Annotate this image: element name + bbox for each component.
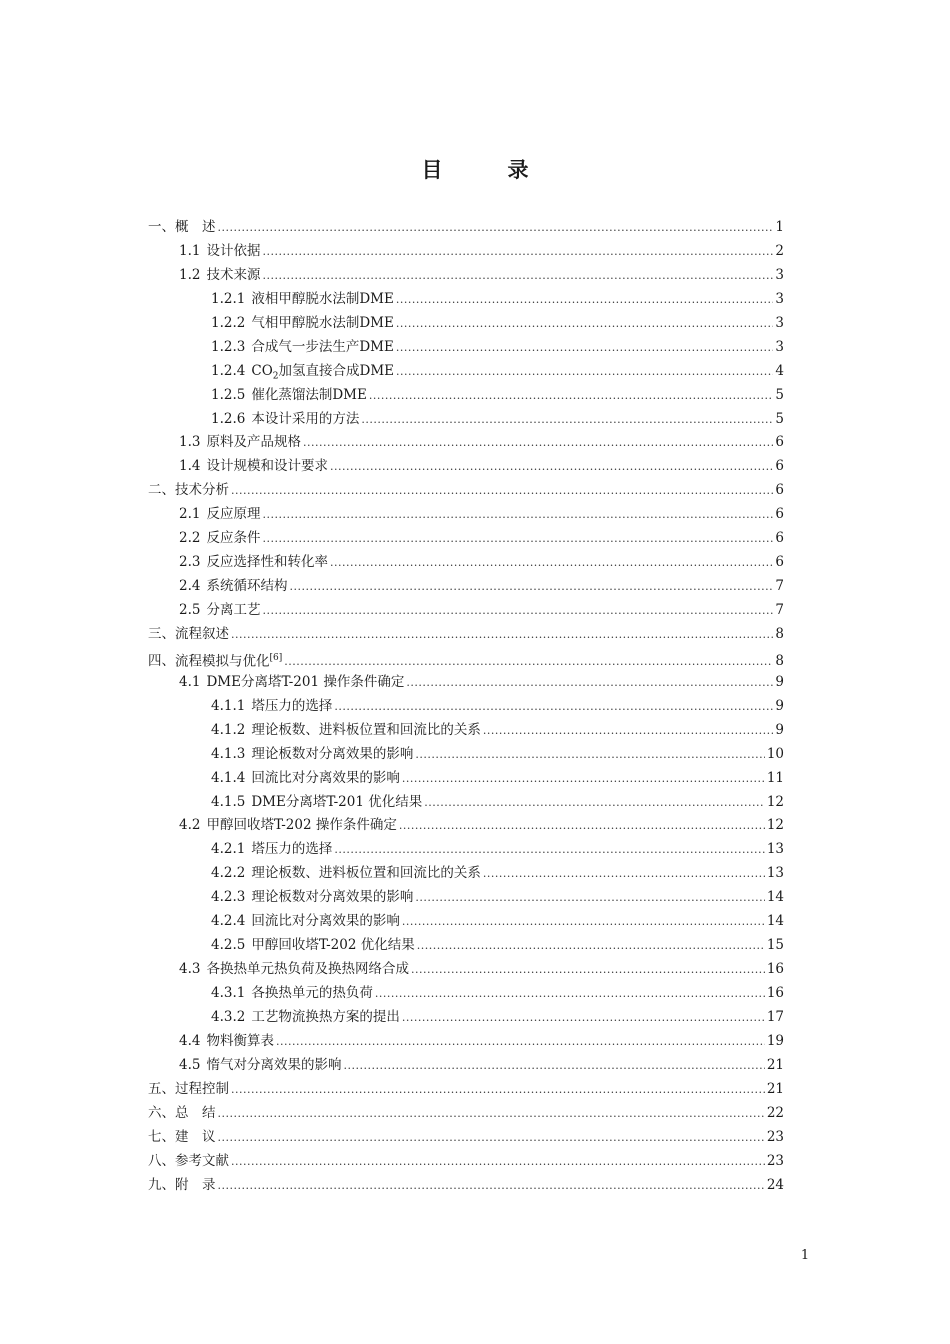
toc-entry-title: 惰气对分离效果的影响: [206, 1056, 342, 1073]
toc-leader-dots: [262, 527, 773, 551]
toc-leader-dots: [483, 719, 774, 743]
toc-entry-page: 8: [775, 625, 784, 642]
toc-entry-page: 6: [775, 458, 784, 475]
toc-entry[interactable]: [148, 1126, 784, 1150]
toc-entry-number: 九、: [148, 1176, 175, 1193]
toc-entry-page: 9: [775, 721, 784, 738]
toc-entry[interactable]: [148, 862, 784, 886]
toc-entry-number: 1.2.3: [211, 338, 246, 355]
page-title: 目 录: [421, 158, 551, 182]
toc-entry-number: 4.5: [179, 1056, 201, 1073]
toc-leader-dots: [262, 240, 773, 264]
toc-entry-title-part: CO: [251, 362, 273, 379]
toc-leader-dots: [218, 1174, 765, 1198]
toc-entry-page: 3: [775, 290, 784, 307]
toc-leader-dots: [411, 958, 765, 982]
toc-entry[interactable]: [148, 408, 784, 432]
toc-entry-page: 12: [766, 817, 784, 834]
toc-entry-page: 21: [766, 1080, 784, 1097]
toc-leader-dots: [396, 312, 774, 336]
toc-leader-dots: [406, 671, 773, 695]
toc-entry-title: 回流比对分离效果的影响: [251, 769, 400, 786]
toc-entry-number: 1.2.5: [211, 386, 246, 403]
toc-entry-page: 17: [766, 1008, 784, 1025]
toc-entry-page: 4: [775, 362, 784, 379]
toc-entry-title: 技术分析: [175, 482, 229, 499]
toc-leader-dots: [402, 767, 765, 791]
toc-entry[interactable]: [148, 886, 784, 910]
toc-entry[interactable]: [148, 1054, 784, 1078]
toc-entry-title: 概 述: [175, 219, 216, 235]
toc-entry[interactable]: [148, 767, 784, 791]
toc-entry-page: 3: [775, 314, 784, 331]
toc-entry-number: 4.2.2: [211, 865, 246, 882]
toc-leader-dots: [415, 886, 764, 910]
toc-leader-dots: [262, 264, 773, 288]
toc-entry-title: 液相甲醇脱水法制DME: [251, 290, 394, 307]
toc-entry-number: 4.2.5: [211, 937, 246, 954]
toc-entry-title: 塔压力的选择: [251, 697, 333, 714]
toc-entry-title: 回流比对分离效果的影响: [251, 913, 400, 930]
toc-leader-dots: [303, 431, 773, 455]
toc-entry-title: 总 结: [175, 1104, 216, 1121]
toc-entry-number: 4.3.1: [211, 985, 246, 1001]
toc-entry-page: 2: [775, 242, 784, 259]
toc-entry-subscript: 2: [272, 371, 279, 382]
toc-entry[interactable]: [148, 216, 784, 240]
toc-entry-title: 反应条件: [206, 530, 261, 547]
toc-entry-title: 理论板数对分离效果的影响: [251, 889, 414, 906]
toc-entry-number: 四、: [148, 653, 175, 670]
toc-entry-number: 1.3: [179, 434, 201, 451]
toc-entry-page: 23: [766, 1128, 784, 1145]
toc-entry[interactable]: [148, 719, 784, 743]
toc-entry[interactable]: [148, 360, 784, 384]
toc-entry-page: 5: [775, 386, 784, 403]
toc-entry-number: 4.1.2: [211, 721, 246, 738]
toc-leader-dots: [402, 910, 765, 934]
toc-leader-dots: [218, 1102, 765, 1126]
toc-leader-dots: [399, 814, 765, 838]
toc-entry-page: 14: [766, 889, 784, 906]
toc-entry[interactable]: [148, 527, 784, 551]
toc-entry[interactable]: [148, 791, 784, 815]
toc-entry[interactable]: [148, 982, 784, 1006]
toc-entry-page: 6: [775, 434, 784, 451]
toc-entry[interactable]: [148, 910, 784, 934]
toc-entry-title: 各换热单元的热负荷: [251, 985, 373, 1001]
toc-entry-number: 4.2.1: [211, 841, 246, 858]
toc-leader-dots: [231, 479, 773, 503]
toc-entry[interactable]: [148, 431, 784, 455]
toc-entry-title: 系统循环结构: [206, 578, 288, 595]
toc-entry[interactable]: [148, 1174, 784, 1198]
toc-entry-page: 9: [775, 673, 784, 690]
toc-entry-title: 合成气一步法生产DME: [251, 338, 394, 355]
toc-leader-dots: [231, 1150, 765, 1174]
toc-entry[interactable]: [148, 336, 784, 360]
toc-entry-number: 4.4: [179, 1032, 201, 1049]
toc-leader-dots: [415, 743, 764, 767]
toc-entry-page: 3: [775, 266, 784, 283]
toc-leader-dots: [231, 1078, 765, 1102]
toc-entry-number: 三、: [148, 625, 175, 642]
toc-entry-title-part: 加氢直接合成DME: [278, 362, 395, 379]
toc-leader-dots: [424, 791, 765, 815]
toc-entry[interactable]: [148, 1006, 784, 1030]
toc-entry-number: 1.2.4: [211, 362, 246, 379]
toc-leader-dots: [396, 336, 774, 360]
toc-entry[interactable]: [148, 1030, 784, 1054]
toc-leader-dots: [262, 599, 773, 623]
toc-leader-dots: [218, 216, 774, 240]
toc-entry-number: 二、: [148, 482, 175, 499]
toc-entry-page: 6: [775, 554, 784, 571]
toc-leader-dots: [375, 982, 765, 1006]
toc-entry-number: 4.3: [179, 961, 201, 978]
toc-entry-number: 七、: [148, 1128, 175, 1145]
toc-entry-title: 各换热单元热负荷及换热网络合成: [206, 961, 409, 978]
toc-entry-number: 1.1: [179, 242, 201, 259]
toc-entry[interactable]: [148, 671, 784, 695]
toc-entry-title: 物料衡算表: [206, 1032, 274, 1049]
toc-entry-page: 6: [775, 506, 784, 523]
toc-entry[interactable]: [148, 743, 784, 767]
toc-entry[interactable]: [148, 623, 784, 647]
toc-entry-title: 反应选择性和转化率: [206, 554, 328, 571]
toc-entry-number: 2.1: [179, 506, 201, 523]
toc-entry-title: 技术来源: [206, 266, 261, 283]
toc-leader-dots: [343, 1054, 764, 1078]
toc-entry-title: 原料及产品规格: [206, 434, 301, 451]
toc-entry-title: 理论板数、进料板位置和回流比的关系: [251, 865, 481, 882]
toc-entry-page: 13: [766, 841, 784, 858]
toc-entry[interactable]: [148, 575, 784, 599]
toc-entry-page: 22: [766, 1104, 784, 1121]
toc-entry[interactable]: [148, 384, 784, 408]
toc-entry-page: 7: [775, 602, 784, 618]
toc-entry-page: 3: [775, 338, 784, 355]
toc-entry-title: 过程控制: [175, 1080, 229, 1097]
toc-leader-dots: [483, 862, 765, 886]
toc-entry-page: 14: [766, 913, 784, 930]
toc-leader-dots: [402, 1006, 765, 1030]
toc-entry-page: 10: [766, 745, 784, 762]
toc-entry[interactable]: [148, 503, 784, 527]
page-number: 1: [800, 1248, 810, 1263]
toc-entry-number: 4.2.3: [211, 889, 246, 906]
toc-entry-page: 6: [775, 482, 784, 499]
toc-entry-title: 参考文献: [175, 1152, 229, 1169]
toc-entry-number: 1.2.1: [211, 290, 246, 307]
toc-entry-page: 11: [766, 769, 784, 786]
toc-leader-dots: [289, 575, 773, 599]
toc-entry[interactable]: [148, 647, 784, 671]
toc-entry[interactable]: [148, 312, 784, 336]
toc-entry-number: 4.1: [179, 673, 201, 690]
toc-entry-number: 4.2: [179, 817, 201, 834]
toc-entry-number: 4.1.1: [211, 697, 246, 714]
toc-leader-dots: [330, 551, 773, 575]
toc-entry-title: 甲醇回收塔T-202 操作条件确定: [206, 817, 397, 834]
toc-entry-title-part: 流程模拟与优化: [175, 653, 270, 670]
toc-entry-title: 本设计采用的方法: [251, 410, 360, 427]
toc-entry-page: 16: [766, 985, 784, 1001]
toc-entry-number: 1.2.6: [211, 410, 246, 427]
toc-entry-number: 八、: [148, 1152, 175, 1169]
toc-entry-number: 2.4: [179, 578, 201, 595]
toc-entry-page: 19: [766, 1032, 784, 1049]
toc-entry-number: 4.1.3: [211, 745, 246, 762]
toc-leader-dots: [334, 695, 773, 719]
toc-entry-title: 理论板数、进料板位置和回流比的关系: [251, 721, 481, 738]
toc-entry[interactable]: [148, 264, 784, 288]
toc-entry-title: DME分离塔T-201 操作条件确定: [206, 673, 405, 690]
toc-entry[interactable]: [148, 240, 784, 264]
toc-entry-page: 24: [766, 1176, 784, 1193]
toc-entry-page: 7: [775, 578, 784, 595]
table-of-contents: [148, 216, 784, 1197]
toc-leader-dots: [218, 1126, 765, 1150]
toc-entry[interactable]: [148, 1150, 784, 1174]
toc-entry-page: 8: [775, 653, 784, 670]
toc-entry-number: 4.2.4: [211, 913, 246, 930]
toc-entry-number: 2.5: [179, 602, 201, 618]
toc-entry-page: 1: [775, 219, 784, 235]
toc-entry-title: 工艺物流换热方案的提出: [251, 1008, 400, 1025]
toc-entry-title: 理论板数对分离效果的影响: [251, 745, 414, 762]
toc-entry[interactable]: [148, 934, 784, 958]
toc-leader-dots: [262, 503, 773, 527]
toc-leader-dots: [396, 360, 773, 384]
toc-entry-number: 4.3.2: [211, 1008, 246, 1025]
toc-entry-page: 16: [766, 961, 784, 978]
toc-entry-title: 分离工艺: [206, 602, 261, 618]
toc-entry-title: 塔压力的选择: [251, 841, 333, 858]
toc-entry-number: 4.1.4: [211, 769, 246, 786]
toc-entry-citation: [6]: [269, 652, 283, 663]
toc-entry-number: 2.3: [179, 554, 201, 571]
toc-entry-title: 甲醇回收塔T-202 优化结果: [251, 937, 415, 954]
toc-entry-number: 1.4: [179, 458, 201, 475]
toc-entry-title: 建 议: [175, 1128, 216, 1145]
toc-entry-number: 五、: [148, 1080, 175, 1097]
toc-entry-page: 21: [766, 1056, 784, 1073]
toc-entry-page: 5: [775, 410, 784, 427]
toc-leader-dots: [369, 384, 774, 408]
toc-entry-number: 1.2.2: [211, 314, 246, 331]
toc-leader-dots: [417, 934, 765, 958]
toc-entry-title: 附 录: [175, 1176, 216, 1193]
toc-entry[interactable]: [148, 1078, 784, 1102]
toc-leader-dots: [276, 1030, 765, 1054]
toc-entry-number: 2.2: [179, 530, 201, 547]
toc-entry-page: 15: [766, 937, 784, 954]
toc-entry[interactable]: [148, 479, 784, 503]
toc-leader-dots: [361, 408, 773, 432]
toc-entry[interactable]: [148, 695, 784, 719]
toc-entry-page: 23: [766, 1152, 784, 1169]
toc-entry-page: 12: [766, 793, 784, 810]
toc-entry-title: 设计依据: [206, 242, 261, 259]
toc-leader-dots: [231, 623, 773, 647]
toc-entry-title: 气相甲醇脱水法制DME: [251, 314, 394, 331]
toc-entry[interactable]: [148, 455, 784, 479]
toc-leader-dots: [330, 455, 773, 479]
toc-entry-number: 1.2: [179, 266, 201, 283]
toc-entry-title: 设计规模和设计要求: [206, 458, 328, 475]
toc-entry-number: 六、: [148, 1104, 175, 1121]
toc-leader-dots: [396, 288, 774, 312]
toc-entry-number: 一、: [148, 219, 175, 235]
toc-entry[interactable]: [148, 288, 784, 312]
toc-entry-number: 4.1.5: [211, 793, 246, 810]
toc-entry[interactable]: [148, 958, 784, 982]
toc-entry[interactable]: [148, 838, 784, 862]
toc-entry-page: 6: [775, 530, 784, 547]
toc-entry-title: 反应原理: [206, 506, 261, 523]
toc-entry-title: 流程叙述: [175, 625, 229, 642]
toc-entry-page: 13: [766, 865, 784, 882]
toc-entry-page: 9: [775, 697, 784, 714]
toc-leader-dots: [334, 838, 764, 862]
toc-entry-title: 催化蒸馏法制DME: [251, 386, 367, 403]
toc-entry-title: DME分离塔T-201 优化结果: [251, 793, 423, 810]
toc-entry[interactable]: [148, 599, 784, 623]
toc-entry[interactable]: [148, 551, 784, 575]
toc-entry[interactable]: [148, 814, 784, 838]
toc-entry[interactable]: [148, 1102, 784, 1126]
